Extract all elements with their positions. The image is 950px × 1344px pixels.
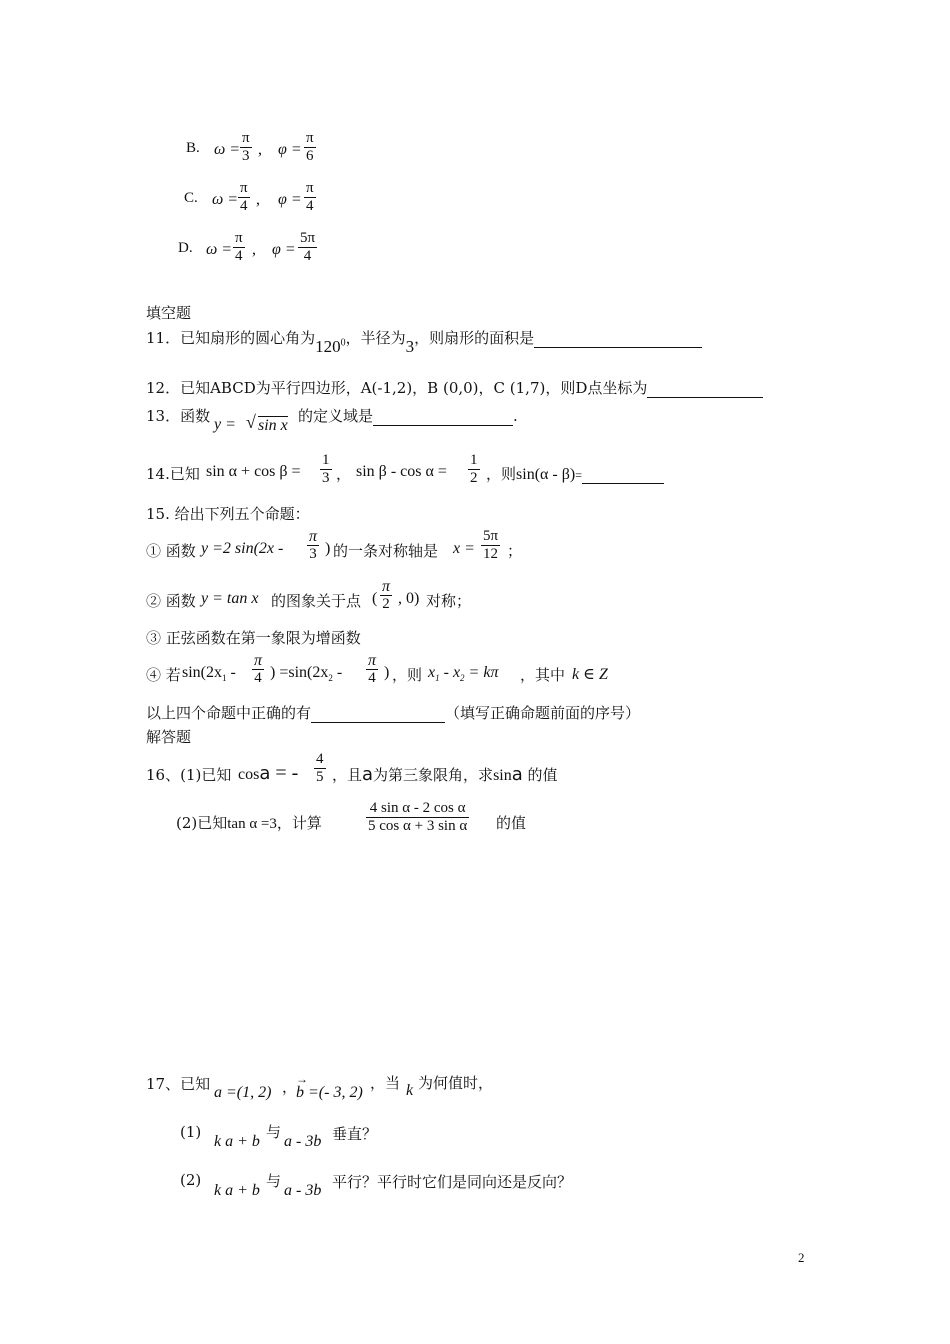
choice-c-label: C. <box>184 190 198 206</box>
q17-part2-question: 平行？平行时它们是同向还是反向？ <box>332 1173 573 1191</box>
q16-part2-frac: $\frac{\text{4 sin α - 2 cos α}}{\text{5 cos α + 3 sin α}}$ <box>368 800 468 834</box>
choice-b-phi-frac: $\frac{\pi}{6}$ <box>306 130 314 164</box>
q14-comma1: ， <box>336 465 352 483</box>
choice-d-omega-frac: $\frac{\pi}{4}$ <box>235 230 243 264</box>
q16-part1-expr: cosa = - <box>238 762 299 784</box>
choice-d-sep: , <box>252 241 256 258</box>
q15-item1-text-b: 的一条对称轴是 <box>333 542 439 560</box>
q14-answer-blank <box>582 483 664 484</box>
q17-vec-b: b =(- 3, 2) <box>296 1084 363 1101</box>
question-12: 12．已知ABCD为平行四边形，A(-1,2)，B (0,0)，C (1,7)，则D点坐标为 <box>146 377 763 398</box>
q15-item1-answer-frac: $\frac{5\pi}{12}$ <box>483 528 499 562</box>
choice-c-phi: φ = <box>278 191 302 208</box>
question-14: 14.已知 <box>146 465 200 483</box>
q15-item1-close: ) <box>325 540 331 557</box>
q17-part1-expr1: k a + b <box>214 1133 260 1150</box>
choice-d-phi-frac: $\frac{5\pi}{4}$ <box>300 230 316 264</box>
q14-expr2: sin β - cos α = <box>356 463 447 480</box>
choice-c-omega-frac: $\frac{\pi}{4}$ <box>240 180 248 214</box>
choice-c-sep: , <box>256 191 260 208</box>
q17-part1-expr2: a - 3b <box>284 1133 322 1150</box>
q16-part1-tail: ，且a为第三象限角，求sina 的值 <box>332 764 558 785</box>
q17-text: 17、已知 <box>146 1075 211 1093</box>
section-answer-heading: 解答题 <box>146 728 192 746</box>
choice-c-omega: ω = <box>212 191 239 208</box>
q15-item4-text: ④ 若 <box>146 666 181 684</box>
q17-k: k <box>406 1082 414 1099</box>
q15-item4-close: ) <box>384 664 390 681</box>
q14-tail: ，则sin(α - β)= <box>486 463 664 484</box>
q13-radicand: sin x <box>258 417 288 434</box>
q17-part2-expr2: a - 3b <box>284 1182 322 1199</box>
q13-formula-lhs: y = <box>214 416 236 433</box>
choice-d-phi: φ = <box>272 241 296 258</box>
q15-item1-frac: $\frac{\pi}{3}$ <box>309 528 318 562</box>
q13-radical-sign: √ <box>246 412 256 432</box>
choice-b-phi: φ = <box>278 141 302 158</box>
q16-part2-tail: 的值 <box>496 814 527 832</box>
q15-conclusion: 以上四个命题中正确的有 （填写正确命题前面的序号） <box>146 704 641 722</box>
q11-answer-blank <box>534 347 702 348</box>
q15-item2-expr: y = tan x <box>201 590 259 607</box>
q15-item1-expr: y =2 sin(2x - <box>201 540 284 557</box>
q17-part1-with: 与 <box>266 1123 282 1141</box>
choice-b-sep: , <box>258 141 262 158</box>
q17-part2-with: 与 <box>266 1172 282 1190</box>
q13-text: 的定义域是 . <box>298 407 518 425</box>
q15-item2-text-c: 对称； <box>426 592 472 610</box>
q15-item3-text: ③ 正弦函数在第一象限为增函数 <box>146 629 361 647</box>
q17-text-c: 为何值时， <box>418 1074 494 1092</box>
q16-part1-frac: $\frac{4}{5}$ <box>316 751 324 785</box>
q15-item4-expr1: $\sin(2x_1$ - <box>182 664 236 684</box>
question-13: 13．函数 <box>146 407 211 425</box>
q15-item1-end: ； <box>507 542 523 560</box>
q14-expr1: sin α + cos β = <box>206 463 301 480</box>
question-11: 11．已知扇形的圆心角为$120^0$，半径为3，则扇形的面积是 <box>146 327 702 348</box>
choice-b-omega-frac: $\frac{\pi}{3}$ <box>242 130 250 164</box>
q15-item2-frac: $\frac{\pi}{2}$ <box>382 578 391 612</box>
q17-part2-expr1: k a + b <box>214 1182 260 1199</box>
q14-frac1: $\frac{1}{3}$ <box>322 452 330 486</box>
q17-sep: ， <box>282 1078 298 1096</box>
q12-answer-blank <box>647 397 763 398</box>
q15-answer-blank <box>311 722 445 723</box>
choice-c-phi-frac: $\frac{\pi}{4}$ <box>306 180 314 214</box>
q11-angle: $120^0$ <box>315 337 346 356</box>
q17-part1-question: 垂直？ <box>332 1125 378 1143</box>
q15-item4-frac1: $\frac{\pi}{4}$ <box>254 652 263 686</box>
q15-item4-text-c: ，其中 <box>520 666 566 684</box>
page-number: 2 <box>798 1250 805 1265</box>
section-fill-heading: 填空题 <box>146 304 192 322</box>
q15-item2-text: ② 函数 <box>146 592 196 610</box>
q15-item4-text-b: ，则 <box>392 666 423 684</box>
q17-part2-label: (2) <box>180 1171 202 1189</box>
choice-b-label: B. <box>186 140 200 156</box>
q17-part1-label: (1) <box>180 1123 202 1141</box>
q16-part1-text: 16、(1)已知 <box>146 766 232 784</box>
q17-vec-b-arrow: → <box>296 1072 308 1086</box>
q15-item4-mid: ) $=\sin(2x_2$ - <box>270 664 343 684</box>
choice-d-omega: ω = <box>206 241 233 258</box>
q17-text-b: ，当 <box>370 1074 401 1092</box>
choice-b-omega: ω = <box>214 141 241 158</box>
q15-item4-expr3: $x_1 - x_2 = k\pi$ <box>428 664 499 684</box>
q14-frac2: $\frac{1}{2}$ <box>470 452 478 486</box>
question-15-intro: 15. 给出下列五个命题： <box>146 505 310 523</box>
q17-vec-a: a =(1, 2) <box>214 1084 272 1101</box>
q15-item2-text-b: 的图象关于点 <box>271 592 362 610</box>
q15-item1-x: x = <box>453 540 475 557</box>
choice-d-label: D. <box>178 240 193 256</box>
q15-item1-text: ① 函数 <box>146 542 196 560</box>
q15-item4-expr6: k ∈ Z <box>572 666 608 683</box>
q11-radius: 3 <box>405 337 415 356</box>
q15-item2-close: , 0) <box>398 590 420 607</box>
q16-part2-text: (2)已知tan α =3，计算 <box>176 814 322 832</box>
q13-answer-blank <box>373 425 513 426</box>
q15-item2-open: ( <box>372 590 378 607</box>
q15-item4-frac2: $\frac{\pi}{4}$ <box>368 652 377 686</box>
